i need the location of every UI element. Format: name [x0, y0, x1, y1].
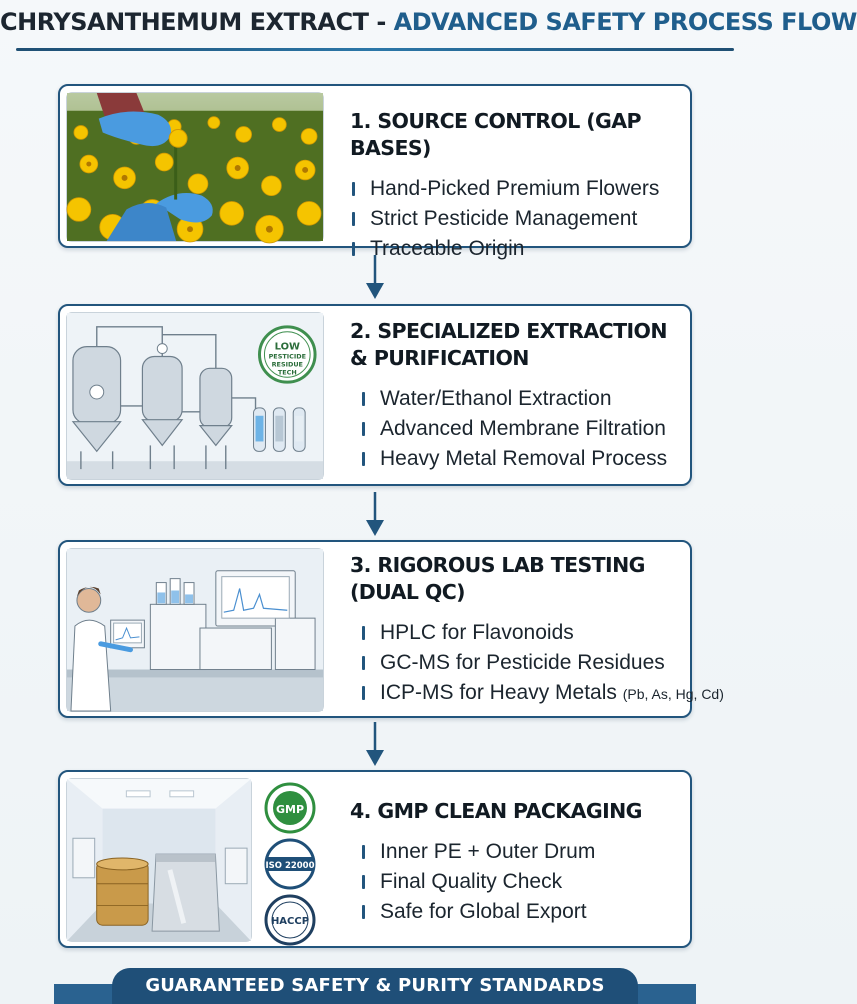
step-2-bullet-1: Water/Ethanol Extraction	[360, 384, 680, 414]
badge-line-3: RESIDUE	[271, 360, 303, 369]
iso-badge-text: ISO 22000	[265, 861, 315, 871]
certification-badges	[260, 782, 320, 946]
step-2-heading-line-2: & PURIFICATION	[350, 346, 529, 370]
step-3-heading-line-1: 3. RIGOROUS LAB TESTING	[350, 553, 645, 577]
down-arrow-icon	[364, 722, 386, 766]
step-1-heading: 1. SOURCE CONTROL (GAP BASES)	[350, 109, 641, 160]
step-2-heading-line-1: 2. SPECIALIZED EXTRACTION	[350, 319, 667, 343]
heavy-metals-list: (Pb, As, Hg, Cd)	[622, 686, 724, 702]
step-1-bullet-2: Strict Pesticide Management	[350, 204, 680, 234]
badge-line-2: PESTICIDE	[268, 352, 306, 361]
step-4-bullet-1: Inner PE + Outer Drum	[360, 837, 680, 867]
step-card-source-control	[58, 84, 692, 260]
step-4-bullets	[360, 837, 680, 927]
step-1-bullet-3: Traceable Origin	[350, 234, 680, 264]
gmp-badge-text: GMP	[275, 803, 305, 816]
title-part-1: CHRYSANTHEMUM EXTRACT -	[0, 8, 394, 36]
step-2-bullet-3: Heavy Metal Removal Process	[360, 444, 680, 474]
step-card-lab-testing	[58, 540, 724, 718]
flower-picking-image	[66, 92, 324, 242]
extraction-equipment-image	[66, 312, 324, 480]
title-underline	[16, 48, 734, 51]
page-title	[0, 8, 857, 36]
step-3-bullet-3-text: ICP-MS for Heavy Metals	[380, 681, 617, 704]
step-card-extraction	[58, 304, 692, 486]
badge-line-1: LOW	[274, 341, 300, 353]
step-3-bullet-1: HPLC for Flavonoids	[360, 618, 680, 648]
title-part-2: ADVANCED SAFETY PROCESS FLOW	[393, 8, 857, 36]
step-card-packaging	[58, 770, 692, 948]
down-arrow-icon	[364, 492, 386, 536]
footer-banner: GUARANTEED SAFETY & PURITY STANDARDS	[112, 968, 638, 1004]
step-3-bullets	[360, 618, 724, 709]
badge-line-4: TECH	[277, 368, 297, 377]
step-4-heading: 4. GMP CLEAN PACKAGING	[350, 799, 642, 823]
down-arrow-icon	[364, 255, 386, 299]
step-3-heading-line-2: (DUAL QC)	[350, 580, 465, 604]
step-2-bullet-2: Advanced Membrane Filtration	[360, 414, 680, 444]
lab-testing-image	[66, 548, 324, 712]
clean-room-packaging-image	[66, 778, 252, 942]
step-3-bullet-2: GC-MS for Pesticide Residues	[360, 648, 680, 678]
step-3-bullet-3	[360, 678, 724, 709]
step-4-bullet-3: Safe for Global Export	[360, 897, 680, 927]
step-2-bullets	[360, 384, 680, 474]
step-4-bullet-2: Final Quality Check	[360, 867, 680, 897]
step-1-bullet-1: Hand-Picked Premium Flowers	[350, 174, 680, 204]
step-1-bullets	[350, 174, 680, 264]
haccp-badge-text: HACCP	[270, 916, 310, 927]
